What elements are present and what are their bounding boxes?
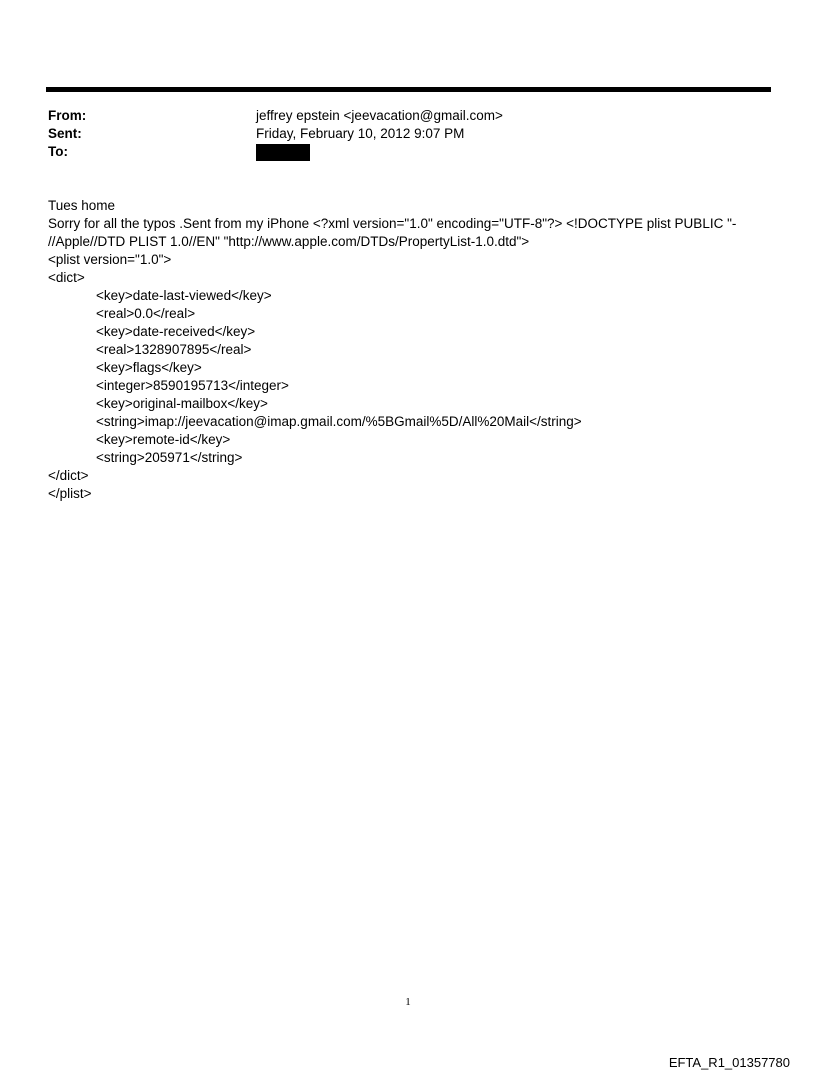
dict-line: <real>1328907895</real> xyxy=(96,342,252,357)
dict-line: <key>original-mailbox</key> xyxy=(96,396,268,411)
dict-line: <string>205971</string> xyxy=(96,450,243,465)
dict-line: <key>flags</key> xyxy=(96,360,202,375)
page-number: 1 xyxy=(405,996,411,1008)
document-id: EFTA_R1_01357780 xyxy=(668,1055,790,1070)
dict-line: <key>remote-id</key> xyxy=(96,432,231,447)
dict-line: <integer>8590195713</integer> xyxy=(96,378,289,393)
dict-close-tag: </dict> xyxy=(48,468,89,483)
intro-line: //Apple//DTD PLIST 1.0//EN" "http://www.apple.com/DTDs/PropertyList-1.0.dtd"> xyxy=(48,234,530,249)
plist-open-tag: <plist version="1.0"> xyxy=(48,252,172,267)
dict-line: <string>imap://jeevacation@imap.gmail.com/%5BGmail%5D/All%20Mail</string> xyxy=(96,414,582,429)
plist-close-tag: </plist> xyxy=(48,486,92,501)
intro-line: Sorry for all the typos .Sent from my iPhone <?xml version="1.0" encoding="UTF-8"?> <!DOCTYPE plist PUBLIC "- xyxy=(48,216,737,231)
from-label: From: xyxy=(48,108,87,123)
from-row xyxy=(48,107,748,125)
from-value: jeffrey epstein <jeevacation@gmail.com> xyxy=(256,108,503,123)
dict-line: <real>0.0</real> xyxy=(96,306,196,321)
subject-line: Tues home xyxy=(48,198,116,213)
sent-row xyxy=(48,125,748,143)
to-value xyxy=(256,143,748,161)
to-label: To: xyxy=(48,144,68,159)
header-divider xyxy=(46,87,771,92)
dict-line: <key>date-received</key> xyxy=(96,324,256,339)
dict-open-tag: <dict> xyxy=(48,270,85,285)
email-body xyxy=(48,197,758,503)
to-row xyxy=(48,143,748,161)
dict-line: <key>date-last-viewed</key> xyxy=(96,288,272,303)
email-header xyxy=(48,107,748,161)
sent-value: Friday, February 10, 2012 9:07 PM xyxy=(256,126,465,141)
sent-label: Sent: xyxy=(48,126,82,141)
redaction-box xyxy=(256,144,310,161)
